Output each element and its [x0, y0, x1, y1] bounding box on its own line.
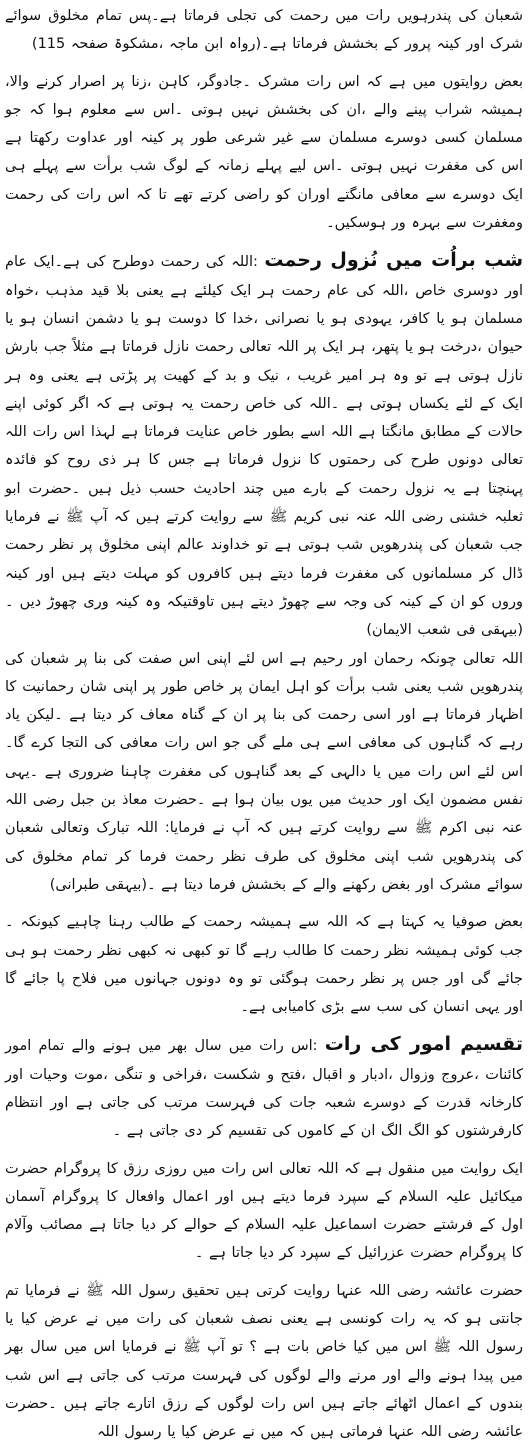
section-heading-nuzul-rehmat: شب براُت میں نُزول رحمت — [264, 249, 523, 272]
paragraph-narrations-forgiveness: بعض روایتوں میں ہے کہ اس رات مشرک ۔جادوگر، کاہن ،زنا پر اصرار کرنے والا، ہمیشہ شراب پینے والے ،ان کی بخشش نہیں ہوتی ۔اس سے معلوم ہوا کہ جو مسلمان کسی دوسرے مسلمان سے غیر شرعی طور پر کینہ اور عداوت رکھتا ہے اس کی مغفرت نہیں ہوتی ۔اس لیے پہلے زمانہ کے لوگ شب برأت سے پہلے ہی ایک دوسرے سے معافی مانگتے اوران کو راضی کرتے تھے تا کہ اس رات کی رحمت ومغفرت سے بہرہ ور ہوسکیں۔ — [5, 73, 523, 232]
paragraph-taqseem-umoor-body: :اس رات میں سال بھر میں ہونے والے تمام امور کائنات ،عروج وزوال ،ادبار و اقبال ،فتح و شکست ،فراخی و تنگی ،موت وحیات اور کارخانہ قدرت کے دوسرے شعبہ جات کی فہرست مرتب کی جاتی ہے اور انتظام کارفرشتوں کو الگ الگ ان کے کاموں کی تقسیم کر دی جاتی ہے ۔ — [5, 1038, 523, 1140]
paragraph-aisha-narration: حضرت عائشہ رضی اللہ عنہا روایت کرتی ہیں تحقیق رسول اللہ ﷺ نے فرمایا تم جانتی ہو کہ یہ رات کونسی ہے یعنی نصف شعبان کی رات میں نے عرض کیا یا رسول اللہ ﷺ اس میں کیا خاص بات ہے ؟ تو آپ ﷺ نے فرمایا اس میں سال بھر میں پیدا ہونے والے اور مرنے والے لوگوں کی فہرست مرتب کی جاتی ہے اس شب بندوں کے اعمال اٹھائے جاتے ہیں اس رات لوگوں کے رزق اتارے جاتے ہیں ۔حضرت عائشہ رضی اللہ عنہا فرماتی ہیں کہ میں نے عرض کیا یا رسول اللہ — [5, 1282, 523, 1441]
paragraph-shaban-hadith: شعبان کی پندرہویں رات میں رحمت کی تجلی فرماتا ہے۔پس تمام مخلوق سوائے شرک اور کینہ پرور کے بخشش فرماتا ہے۔(رواہ ابن ماجہ ،مشکوۃ صفحہ 115) — [5, 8, 523, 53]
paragraph-nuzul-rehmat-body: :اللہ کی رحمت دوطرح کی ہے۔ایک عام اور دوسری خاص ،اللہ کی عام رحمت ہر ایک کیلئے ہے یعنی بلا قید مذہب ،خواہ مسلمان ہو یا کافر، یہودی ہو یا نصرانی ،خدا کا دوست ہو یا دشمن انسان ہو یا حیوان ،درخت ہو یا پتھر، ہر ایک پر اللہ تعالی رحمت نازل فرماتا ہے مثلاً جب بارش نازل ہوتی ہے تو وہ ہر امیر غریب ، نیک و بد کے کھیت پر پڑتی ہے یعنی وہ ہر ایک کے لئے یکساں ہوتی ہے ۔اللہ کی خاص رحمت یہ ہوتی ہے کہ اگر کوئی اپنے حالات کے مطابق مانگتا ہے اللہ اسے بطور خاص عنایت فرماتا ہے لہذا اس رات اللہ تعالی دونوں طرح کی رحمتوں کا نزول فرماتا ہے جس کا ہر ذی روح کو فائدہ پہنچتا ہے یہ نزول رحمت کے بارے میں چند احادیث حسب ذیل ہیں ۔حضرت ابو ثعلبہ خشنی رضی اللہ عنہ نبی کریم ﷺ سے روایت کرتے ہیں کہ آپ ﷺ نے فرمایا جب شعبان کی پندرھویں شب ہوتی ہے تو خداوند عالم اپنی مخلوق پر نظر رحمت ڈال کر مسلمانوں کی مغفرت فرما دیتے ہیں کافروں کو مہلت دیتے ہیں اور کینہ وروں کو ان کے کینہ کی وجہ سے چھوڑ دیتے ہیں تاوقتیکہ وہ کینہ وری چھوڑ دیں ۔ (بیہقی فی شعب الایمان) — [5, 254, 523, 639]
paragraph-sufia-saying: بعض صوفیا یہ کہتا ہے کہ اللہ سے ہمیشہ رحمت کے طالب رہنا چاہیے کیونکہ ۔جب کوئی ہمیشہ نظر رحمت کا طالب رہے گا تو کبھی نہ کبھی نظر رحمت ہو ہی جائے گی اور جس پر نظر رحمت ہوگئی تو وہ دونوں جہانوں میں فلاح پا جائے گا اور یہی انسان کی سب سے بڑی کامیابی ہے۔ — [5, 914, 523, 1016]
paragraph-nuzul-rehmat — [5, 246, 523, 644]
paragraph-angels-programs: ایک روایت میں منقول ہے کہ اللہ تعالی اس رات میں روزی رزق کا پروگرام حضرت میکائیل علیہ السلام کے سپرد فرما دیتے ہیں اور اعمال وافعال کا پروگرام آسمان اول کے فرشتے حضرت اسماعیل علیہ السلام کے حوالے کر دیا جاتا ہے مصائب وآلام کا پروگرام حضرت عزرائیل کے سپرد کر دیا جاتا ہے ۔ — [5, 1160, 523, 1262]
section-heading-taqseem-umoor: تقسیم امور کی رات — [324, 1033, 523, 1056]
paragraph-taqseem-umoor — [5, 1030, 523, 1145]
paragraph-allah-rahman: اللہ تعالی چونکہ رحمان اور رحیم ہے اس لئے اپنی اس صفت کی بنا پر شعبان کی پندرھویں شب یعنی شب برأت کو اہل ایمان پر خاص طور پر اپنی شان رحمانیت کا اظہار فرماتا ہے اور اسی رحمت کی بنا پر ان کے گناہ معاف کر دیتا ہے ۔لیکن یاد رہے کہ گناہوں کی معافی اسے ہی ملے گی جو اس رات معافی کی التجا کرے گا۔ اس لئے اس رات میں یا دالہی کے بعد گناہوں کی مغفرت چاہنا ضروری ہے ۔یہی نفس مضمون ایک اور حدیث میں یوں بیان ہوا ہے ۔حضرت معاذ بن جبل رضی اللہ عنہ نبی اکرم ﷺ سے روایت کرتے ہیں کہ آپ نے فرمایا: اللہ تبارک وتعالی شعبان کی پندرھویں شب اپنی مخلوق کی طرف نظر رحمت فرما کر تمام مخلوق کی سوائے مشرک اور بغض رکھنے والے کے بخشش فرما دیتا ہے ۔(بیہقی طبرانی) — [5, 650, 523, 893]
